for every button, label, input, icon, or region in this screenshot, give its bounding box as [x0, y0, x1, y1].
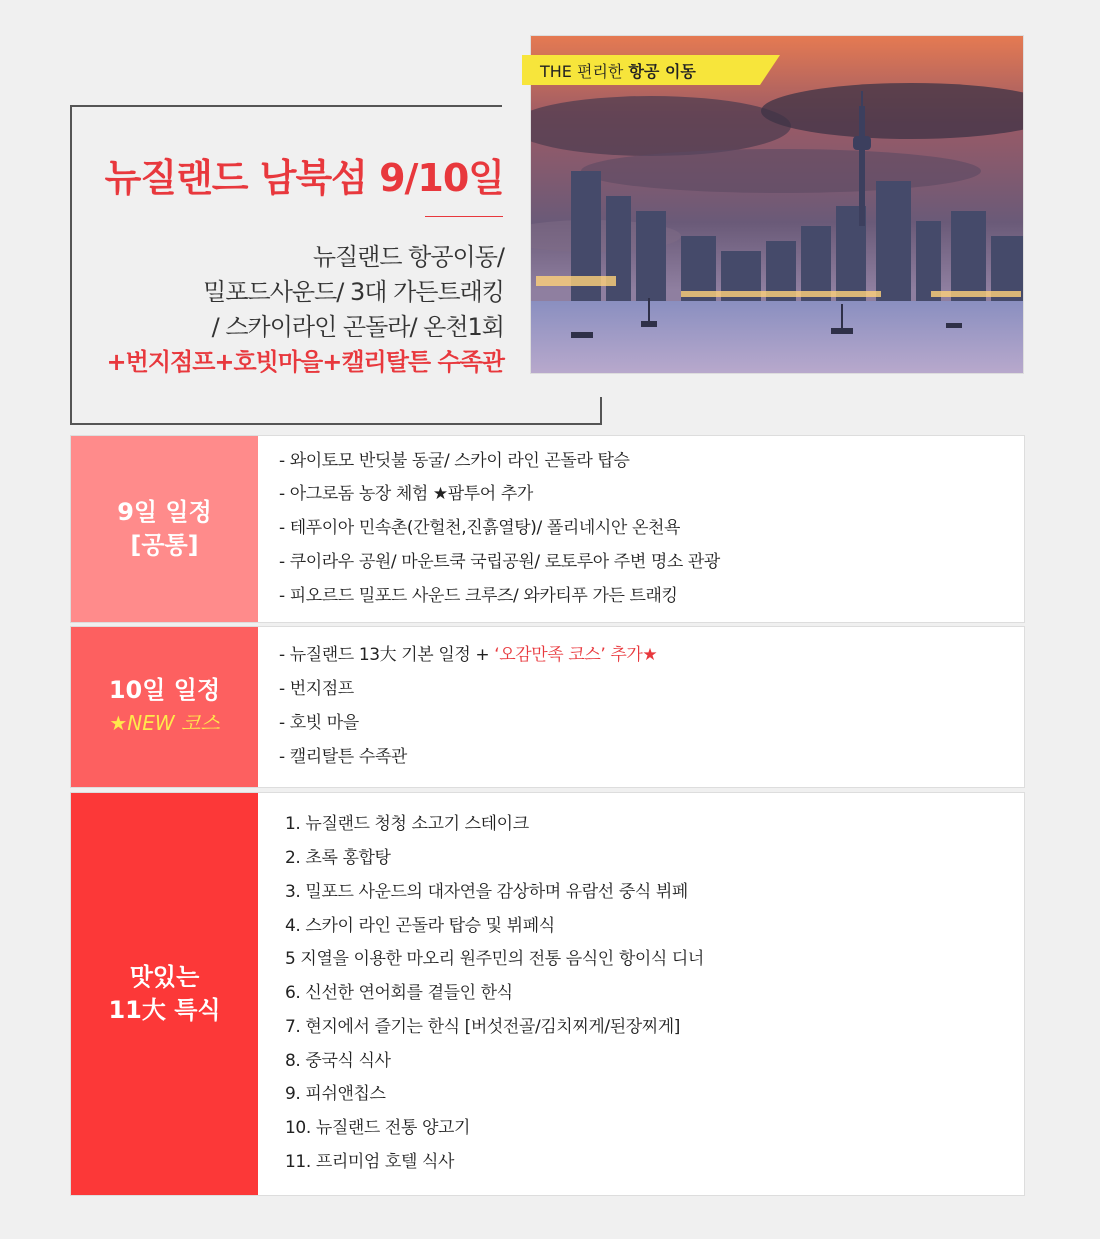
list-item: 1. 뉴질랜드 청청 소고기 스테이크 [285, 814, 529, 835]
ribbon-text [540, 59, 696, 82]
ribbon-text-bold: 항공 이동 [628, 62, 696, 81]
auckland-skyline-photo [530, 35, 1024, 374]
list-item [279, 639, 1014, 673]
list-item: 3. 밀포드 사운드의 대자연을 감상하며 유람선 중식 뷔페 [285, 881, 688, 902]
subtitle-line-1: 뉴질랜드 항공이동/ [312, 243, 504, 271]
list-item: 8. 중국식 식사 [285, 1050, 391, 1071]
list-item: 7. 현지에서 즐기는 한식 [버섯전골/김치찌게/된장찌게] [285, 1016, 681, 1037]
meals-label-title: 맛있는 [129, 963, 200, 991]
list-item: 9. 피쉬앤칩스 [285, 1084, 386, 1105]
subtitle-highlight: +번지점프+호빗마을+캘리탈튼 수족관 [106, 348, 504, 376]
ten-day-label-title: 10일 일정 [108, 676, 221, 704]
nine-day-label-sub: [공통] [130, 531, 199, 559]
list-item: - 캘리탈튼 수족관 [279, 746, 407, 767]
subtitle-line-2: 밀포드사운드/ 3대 가든트래킹 [203, 278, 504, 306]
list-item-highlight: ‘오감만족 코스’ 추가★ [494, 645, 658, 666]
list-item: 5 지열을 이용한 마오리 원주민의 전통 음식인 항이식 디너 [285, 949, 704, 970]
list-item-prefix: - 뉴질랜드 13大 기본 일정 + [279, 645, 495, 666]
meals-section [70, 792, 1025, 1196]
title-box-corner [600, 397, 602, 425]
ten-day-section [70, 626, 1025, 788]
meals-items [285, 793, 1014, 1195]
title-box [70, 105, 600, 425]
list-item: 2. 초록 홍합탕 [285, 847, 391, 868]
ribbon-text-prefix: THE 편리한 [540, 62, 629, 81]
title-divider [425, 216, 503, 217]
list-item: - 아그로돔 농장 체험 ★팜투어 추가 [279, 484, 533, 505]
main-title: 뉴질랜드 남북섬 9/10일 [104, 156, 504, 200]
title-box-bottom-border [70, 423, 602, 425]
list-item: - 번지점프 [279, 679, 354, 700]
list-item: 10. 뉴질랜드 전통 양고기 [285, 1118, 471, 1139]
subtitle-line-3: / 스카이라인 곤돌라/ 온천1회 [211, 313, 504, 341]
meals-label-sub: 11大 특식 [108, 996, 221, 1024]
nine-day-items [279, 436, 1014, 622]
list-item: 4. 스카이 라인 곤돌라 탑승 및 뷔페식 [285, 915, 555, 936]
ten-day-label [71, 627, 258, 787]
nine-day-label [71, 436, 258, 622]
list-item: - 호빗 마을 [279, 713, 359, 733]
meals-label [71, 793, 258, 1195]
nine-day-section [70, 435, 1025, 623]
list-item: - 와이토모 반딧불 동굴/ 스카이 라인 곤돌라 탑승 [279, 450, 630, 471]
subtitle [107, 240, 504, 380]
new-course-badge: ★NEW 코스 [109, 711, 220, 735]
list-item: - 피오르드 밀포드 사운드 크루즈/ 와카티푸 가든 트래킹 [279, 585, 678, 606]
list-item: - 테푸이아 민속촌(간헐천,진흙열탕)/ 폴리네시안 온천욕 [279, 518, 681, 539]
list-item: - 쿠이라우 공원/ 마운트쿡 국립공원/ 로토루아 주변 명소 관광 [279, 551, 720, 572]
nine-day-label-title: 9일 일정 [117, 498, 212, 526]
list-item: 6. 신선한 연어회를 곁들인 한식 [285, 983, 513, 1004]
ten-day-items [279, 627, 1014, 787]
list-item: 11. 프리미엄 호텔 식사 [285, 1152, 455, 1173]
